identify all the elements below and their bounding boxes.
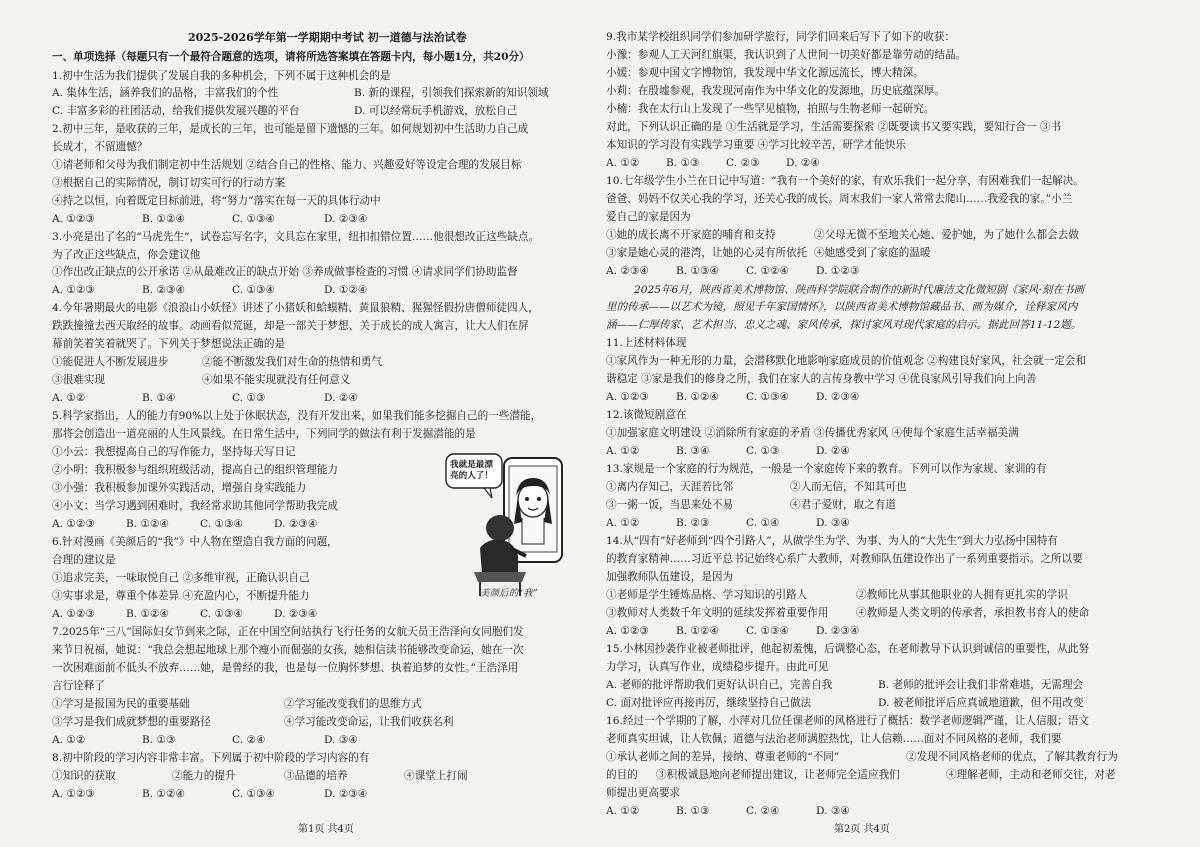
option: D. 被老师批评后应真诚地道歉，但不用改变 — [878, 697, 1084, 709]
option: C. ①③④ — [232, 788, 275, 800]
question-line: 的教育家精神……习近平总书记始终心系广大教师，对教师队伍建设作出了一系列重要指示。之所以要 — [606, 553, 1083, 565]
option: A. ①②③ — [52, 788, 95, 800]
statement: 师提出更高要求 — [606, 787, 681, 799]
option: D. ②③④ — [274, 518, 318, 530]
question-line: 一次困难面前不低头不放弃……她，是曾经的我，也是每一位胸怀梦想、执着追梦的女性。”王浩泽用 — [52, 662, 519, 674]
material-text: 2025年6月，陕西省美术博物馆、陕西科学院联合制作的新时代廉洁文化微短剧《家风·刻在书画 — [634, 284, 1085, 296]
statement: ①小云：我想提高自己的写作能力，坚持每天写日记 — [52, 446, 296, 458]
question-line: 老师真实坦诚，让人钦佩；道德与法治老师满腔热忱，让人信赖……面对不同风格的老师，我们要 — [606, 733, 1062, 745]
statement: ②人而无信，不知其可也 — [790, 481, 907, 493]
option: C. ②③ — [726, 157, 760, 169]
statement: ④学习能改变命运，让我们收获名利 — [284, 716, 454, 728]
option: D. ②③④ — [324, 213, 368, 225]
speech-bubble-text: 我就是最漂亮的人了！ — [450, 460, 493, 481]
statement: 小媛：参观中国文字博物馆，我发现中华文化源远流长，博大精深。 — [606, 67, 924, 79]
option: B. ①③④ — [676, 265, 720, 277]
option: C. ①③④ — [746, 625, 789, 637]
option: C. ②④ — [232, 734, 266, 746]
option: A. ①② — [606, 517, 640, 529]
statement: ②发现不同风格老师的优点，了解其教育行为 — [906, 751, 1118, 763]
material-text: 里的传承——以艺术为镜，照见千年家国情怀》，以陕西省美术博物馆藏品书、画为媒介，诠释家风内 — [606, 301, 1078, 313]
statement: ①老师是学生锤炼品格、学习知识的引路人 — [606, 589, 808, 601]
option: C. ①③④ — [232, 284, 275, 296]
option: C. ①③ — [232, 392, 266, 404]
statement: ①请老师和父母为我们制定初中生活规划 ②结合自己的性格、能力、兴趣爱好等设定合理的发展目标 — [52, 159, 522, 171]
option: B. ①③ — [142, 734, 176, 746]
option: D. ②④ — [816, 445, 850, 457]
statement: ①她的成长离不开家庭的哺育和支持 — [606, 229, 776, 241]
statement: ④她感受到了家庭的温暖 — [814, 247, 931, 259]
section-heading: 一、单项选择（每题只有一个最符合题意的选项，请将所选答案填在答题卡内，每小题1分，共20分） — [52, 51, 530, 63]
statement: ④小文：当学习遇到困难时，我经常求助其他同学帮助我完成 — [52, 500, 339, 512]
question-1: 1.初中生活为我们提供了发展自我的多种机会，下列不属于这种机会的是 — [52, 70, 391, 82]
statement: ②教师比从事其他职业的人拥有更扎实的学识 — [856, 589, 1068, 601]
statement: ②学习能改变我们的思维方式 — [284, 698, 422, 710]
statement: ③学习是我们成就梦想的重要路径 — [52, 716, 211, 728]
option: D. ②③④ — [274, 608, 318, 620]
statement: 谐稳定 ③家是我们的修身之所，我们在家人的言传身教中学习 ④优良家风引导我们向上向善 — [606, 373, 1037, 385]
option: C. ①③④ — [746, 391, 789, 403]
option: A. ①②③ — [606, 391, 649, 403]
option: A. ①②③ — [606, 625, 649, 637]
statement: ②小明：我积极参与组织班级活动，提高自己的组织管理能力 — [52, 464, 339, 476]
option: D. ②③④ — [816, 391, 860, 403]
statement: ①知识的获取 — [52, 770, 116, 782]
question-11: 11.上述材料体现 — [606, 337, 687, 349]
statement: 小楠：我在太行山上发现了一些罕见植物，拍照与生物老师一起研究。 — [606, 103, 935, 115]
statement: ①离内存知己，天涯若比邻 — [606, 481, 734, 493]
question-line: 幕前笑着笑着就哭了。下列关于梦想说法正确的是 — [52, 338, 286, 350]
statement: ③很难实现 — [52, 374, 105, 386]
option: A. 老师的批评帮助我们更好认识自己，完善自我 — [606, 679, 833, 691]
option: C. 面对批评应再接再厉，继续坚持自己做法 — [606, 697, 812, 709]
option: C. ①②④ — [746, 265, 789, 277]
question-6: 6.针对漫画《美颜后的“我”》中人物在塑造自我方面的问题， — [52, 536, 338, 548]
statement: ④持之以恒，向着既定目标前进，将“努力”落实在每一天的具体行动中 — [52, 195, 381, 207]
statement: ④君子爱财，取之有道 — [790, 499, 896, 511]
option: B. ③④ — [676, 445, 710, 457]
option: C. ①③④ — [232, 213, 275, 225]
statement: ③一粥一饭，当思来处不易 — [606, 499, 734, 511]
option: A. ①② — [52, 392, 86, 404]
option: B. ①③ — [666, 157, 700, 169]
option: B. ②③④ — [142, 284, 186, 296]
option: A. ①②③ — [52, 284, 95, 296]
statement: ②父母无微不至地关心她、爱护她，为了她什么都会去做 — [814, 229, 1079, 241]
option: D. ①②④ — [324, 284, 368, 296]
statement: ②能不断激发我们对生命的热情和勇气 — [202, 356, 383, 368]
question-line: 加强教师队伍建设，是因为 — [606, 571, 734, 583]
question-9: 9.我市某学校组织同学们参加研学旅行，同学们回来后写下了如下的收获： — [606, 31, 956, 43]
option: B. ①②④ — [676, 391, 720, 403]
material-text: 涵——仁厚传家、艺术担当、忠义之魂、家风传承，探讨家风对现代家庭的启示。据此回答11-12题。 — [606, 319, 1082, 331]
option: D. 可以经常玩手机游戏，放松自己 — [354, 105, 518, 117]
statement: ③实事求是，尊重个体差异 ④充盈内心，不断提升能力 — [52, 590, 310, 602]
statement: ④教师是人类文明的传承者，承担教书育人的使命 — [856, 607, 1090, 619]
option: B. 新的课程，引领我们探索新的知识领域 — [354, 87, 549, 99]
question-2: 2.初中三年，是收获的三年，是成长的三年，也可能是留下遗憾的三年。如何规划初中生活助力自己成 — [52, 123, 529, 135]
statement: ③积极诚恳地向老师提出建议，让老师完全适应我们 — [656, 769, 900, 781]
option: B. ①③ — [676, 805, 710, 817]
question-line: 爱自己的家是因为 — [606, 211, 691, 223]
statement: ①能促进人不断发展进步 — [52, 356, 169, 368]
option: B. 老师的批评会让我们非常难堪，无需理会 — [878, 679, 1084, 691]
option: A. ①② — [606, 445, 640, 457]
question-line: 跌跌撞撞去西天取经的故事。动画看似荒诞，却是一部关于梦想、关于成长的成人寓言，让大人们在屏 — [52, 320, 529, 332]
exam-title: 2025-2026学年第一学期期中考试 初一道德与法治试卷 — [188, 31, 467, 44]
option: A. ①② — [606, 157, 640, 169]
question-4: 4.今年暑期最火的电影《浪浪山小妖怪》讲述了小猪妖和蛤蟆精、黄鼠狼精、猩猩怪假扮唐僧师徒四人， — [52, 302, 539, 314]
statement: ④理解老师，主动和老师交往，对老 — [946, 769, 1116, 781]
statement: ①作出改正缺点的公开承诺 ②从最难改正的缺点开始 ③养成做事检查的习惯 ④请求同学们协助监督 — [52, 266, 518, 278]
statement: ④如果不能实现就没有任何意义 — [202, 374, 351, 386]
question-line: 爸爸、妈妈不仅关心我的学习，还关心我的成长。周末我们一家人常常去爬山……我爱我的家。”小兰 — [606, 193, 1073, 205]
option: D. ③④ — [324, 734, 358, 746]
statement: ③教师对人类数千年文明的延续发挥着重要作用 — [606, 607, 829, 619]
question-line: 长成才，不留遗憾？ — [52, 141, 148, 153]
statement: ④课堂上打闹 — [404, 770, 468, 782]
option: B. ①④ — [142, 392, 176, 404]
question-line: 那将会创造出一道亮丽的人生风景线。在日常生活中，下列同学的做法有利于发掘潜能的是 — [52, 428, 476, 440]
option: D. ③④ — [816, 517, 850, 529]
option: C. 丰富多彩的社团活动，给我们提供发展兴趣的平台 — [52, 105, 300, 117]
question-10: 10.七年级学生小兰在日记中写道：“我有一个美好的家，有欢乐我们一起分享，有困难我们一起解决。 — [606, 175, 1084, 187]
statement: ①追求完美，一味取悦自己 ②多维审视，正确认识自己 — [52, 572, 310, 584]
statement: ③品德的培养 — [284, 770, 348, 782]
question-line: 为了改正这些缺点，你会建议他 — [52, 249, 201, 261]
statement: 小莉：在殷墟参观，我发现河南作为中华文化的发源地，历史底蕴深厚。 — [606, 85, 945, 97]
option: A. ①② — [52, 734, 86, 746]
question-5: 5.科学家指出，人的能力有90%以上处于休眠状态，没有开发出来，如果我们能多挖掘自己的一些潜能， — [52, 410, 542, 422]
statement: 小豫：参观人工天河红旗渠，我认识到了人世间一切美好都是靠劳动的结晶。 — [606, 49, 967, 61]
statement: ③根据自己的实际情况，制订切实可行的行动方案 — [52, 177, 286, 189]
question-line: 对此，下列认识正确的是 ①生活就是学习，生活需要探索 ②既要读书又要实践，要知行合一 ③书 — [606, 121, 1062, 133]
statement: ①承认老师之间的差异，接纳、尊重老师的“不同” — [606, 751, 840, 763]
question-15: 15.小林因抄袭作业被老师批评，他起初羞愧，后调整心态，在老师教导下认识到诚信的重要性，从此努 — [606, 643, 1089, 655]
option: D. ①②③ — [816, 265, 860, 277]
option: D. ②④ — [324, 392, 358, 404]
question-line: 言行诠释了 — [52, 680, 105, 692]
question-12: 12.该微短剧意在 — [606, 409, 687, 421]
option: A. ①②③ — [52, 213, 95, 225]
option: A. ①②③ — [52, 608, 95, 620]
statement: ①学习是报国为民的重要基础 — [52, 698, 190, 710]
option: B. ①②④ — [676, 625, 720, 637]
option: C. ①③④ — [200, 518, 243, 530]
option: A. ①② — [606, 805, 640, 817]
option: A. ①②③ — [52, 518, 95, 530]
question-line: 合理的建议是 — [52, 554, 116, 566]
option: C. ①③ — [746, 445, 780, 457]
question-13: 13.家规是一个家庭的行为规范，一般是一个家庭传下来的教育。下列可以作为家规、家训的有 — [606, 463, 1047, 475]
option: D. ③④ — [816, 805, 850, 817]
page-number: 第2页 共4页 — [834, 824, 890, 835]
left-page — [52, 0, 592, 847]
option: A. 集体生活，涵养我们的品格，丰富我们的个性 — [52, 87, 279, 99]
cartoon-caption: 美颜后的“我” — [480, 588, 538, 599]
statement: ③家是她心灵的港湾，让她的心灵有所依托 — [606, 247, 808, 259]
option: C. ①③④ — [200, 608, 243, 620]
option: D. ②③④ — [324, 788, 368, 800]
question-line: 力学习，认真写作业，成绩稳步提升。由此可见 — [606, 661, 829, 673]
option: A. ②③④ — [606, 265, 649, 277]
statement: 的目的 — [606, 769, 638, 781]
option: B. ①②④ — [126, 518, 170, 530]
option: C. ①④ — [746, 517, 780, 529]
statement: ②能力的提升 — [172, 770, 236, 782]
question-16: 16.经过一个学期的了解，小萍对几位任课老师的风格进行了概括：数学老师逻辑严谨，让人信服；语文 — [606, 715, 1089, 727]
option: D. ②④ — [786, 157, 820, 169]
option: B. ①②④ — [142, 213, 186, 225]
cartoon-illustration — [444, 452, 582, 602]
statement: ③小强：我积极参加课外实践活动，增强自身实践能力 — [52, 482, 307, 494]
option: B. ①②④ — [142, 788, 186, 800]
question-line: 来节日祝福，她说：“我总会想起地球上那个瘦小而倔强的女孩，她相信读书能够改变命运，她在一次 — [52, 644, 524, 656]
page-number: 第1页 共4页 — [298, 824, 354, 835]
option: B. ②③ — [676, 517, 710, 529]
question-8: 8.初中阶段的学习内容非常丰富。下列属于初中阶段的学习内容的有 — [52, 752, 370, 764]
statement: ①加强家庭文明建设 ②消除所有家庭的矛盾 ③传播优秀家风 ④使每个家庭生活幸福美满 — [606, 427, 1019, 439]
option: B. ①②④ — [126, 608, 170, 620]
right-page — [606, 0, 1166, 847]
statement: ①家风作为一种无形的力量，会潜移默化地影响家庭成员的价值观念 ②构建良好家风，社会就一定会和 — [606, 355, 1087, 367]
question-7: 7.2025年“三八”国际妇女节到来之际，正在中国空间站执行飞行任务的女航天员王浩泽向女同胞们发 — [52, 626, 524, 638]
option: D. ②③④ — [816, 625, 860, 637]
option: C. ②④ — [746, 805, 780, 817]
question-3: 3.小亮是出了名的“马虎先生”，试卷忘写名字，文具忘在家里，纽扣扣错位置……他很想改正这些缺点。 — [52, 231, 540, 243]
question-line: 本知识的学习没有实践学习重要 ④学习比较辛苦，研学才能快乐 — [606, 139, 906, 151]
question-14: 14.从“四有”好老师到“四个引路人”，从做学生为学、为事、为人的“大先生”到大力弘扬中国特有 — [606, 535, 1058, 547]
